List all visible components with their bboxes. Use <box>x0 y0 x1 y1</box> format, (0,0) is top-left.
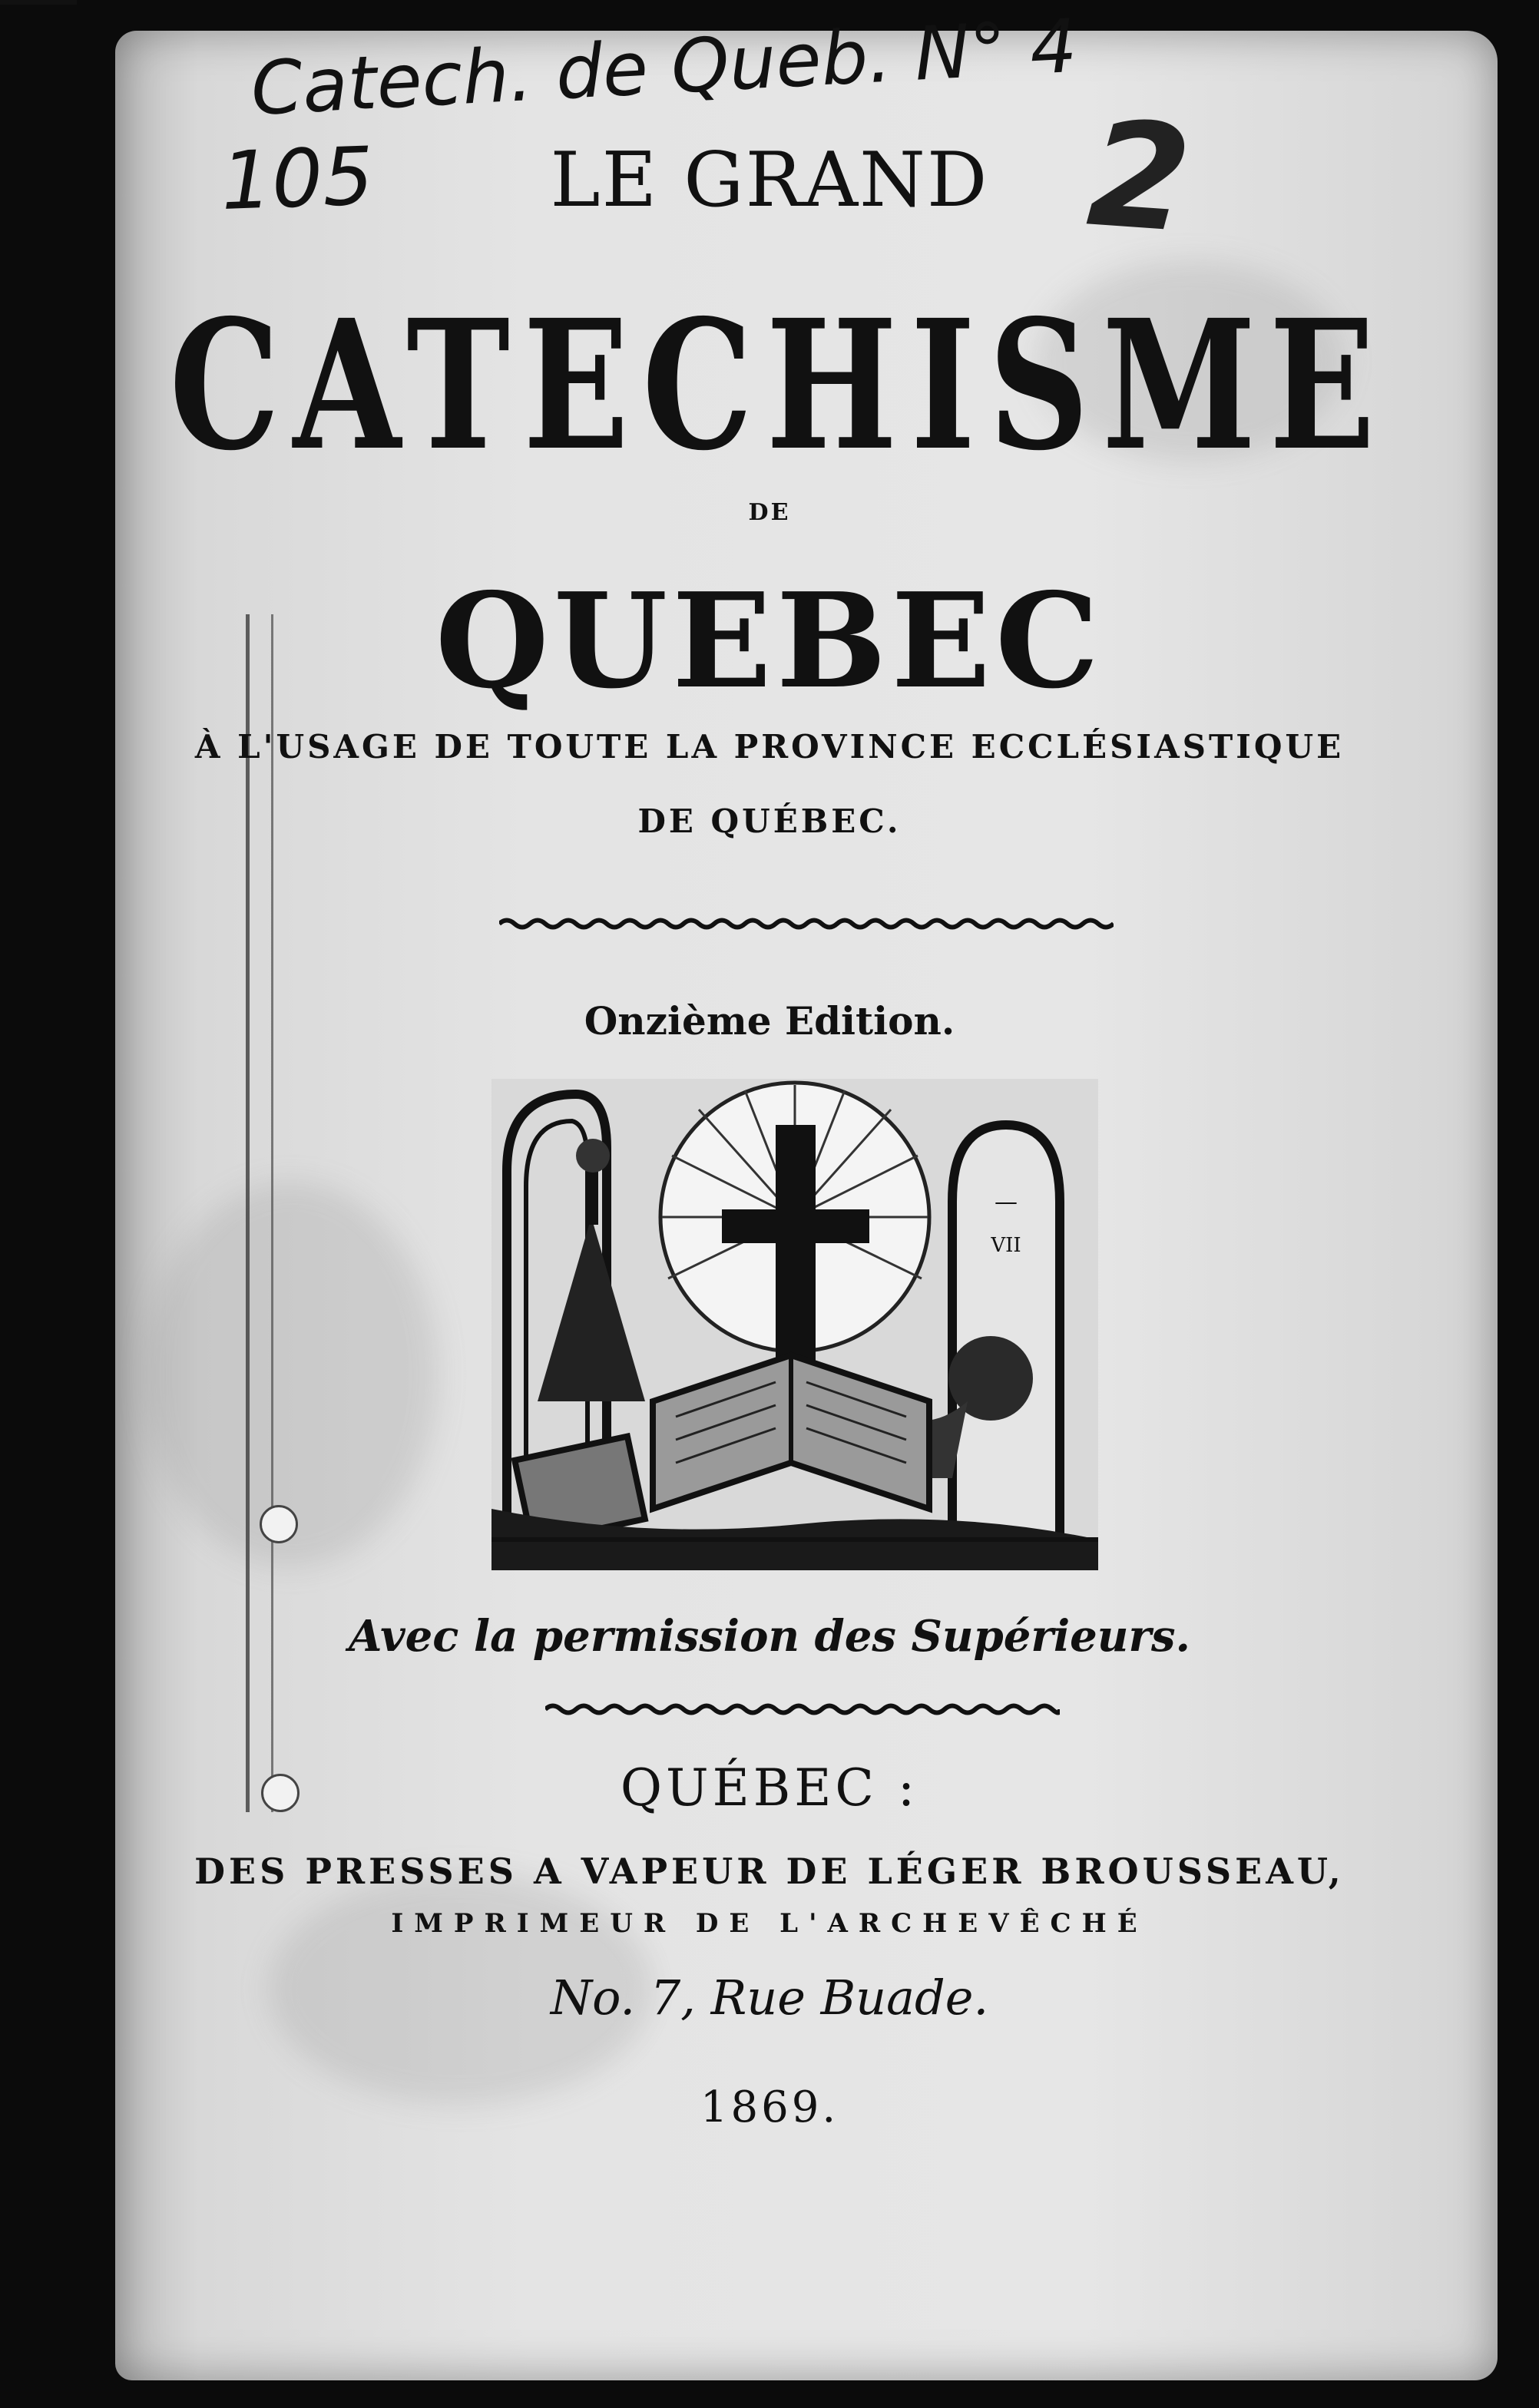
imprint-printer: IMPRIMEUR DE L'ARCHEVÊCHÉ <box>391 1908 1148 1939</box>
title-city: QUEBEC <box>435 564 1104 718</box>
cross-radiant-altar-woodcut-icon <box>491 1079 1098 1570</box>
svg-text:VII: VII <box>991 1234 1021 1257</box>
handwritten-mark: 2 <box>1083 88 1196 266</box>
svg-text:—: — <box>995 1189 1018 1216</box>
wavy-rule <box>545 1701 1060 1718</box>
imprint-press: DES PRESSES A VAPEUR DE LÉGER BROUSSEAU, <box>194 1851 1345 1892</box>
page-title: CATECHISME <box>169 280 1388 490</box>
wavy-rule <box>499 915 1114 932</box>
paper-stain <box>146 1182 438 1566</box>
permission-note: Avec la permission des Supérieurs. <box>348 1611 1191 1662</box>
handwritten-number: 105 <box>219 129 376 228</box>
handwritten-note: Catech. de Queb. N° 4 <box>249 2 1080 132</box>
imprint-address: No. 7, Rue Buade. <box>550 1970 989 2026</box>
subtitle: DE QUÉBEC. <box>637 802 902 840</box>
short-rule <box>0 0 77 5</box>
binding-knot <box>260 1505 298 1543</box>
edition-label: Onzième Edition. <box>584 998 955 1044</box>
publication-year: 1869. <box>700 2082 839 2132</box>
subtitle: À L'USAGE DE TOUTE LA PROVINCE ECCLÉSIASTIQUE <box>194 728 1345 766</box>
title-line: LE GRAND <box>550 137 989 224</box>
title-connector: DE <box>748 499 791 526</box>
imprint-city: QUÉBEC : <box>620 1758 919 1818</box>
